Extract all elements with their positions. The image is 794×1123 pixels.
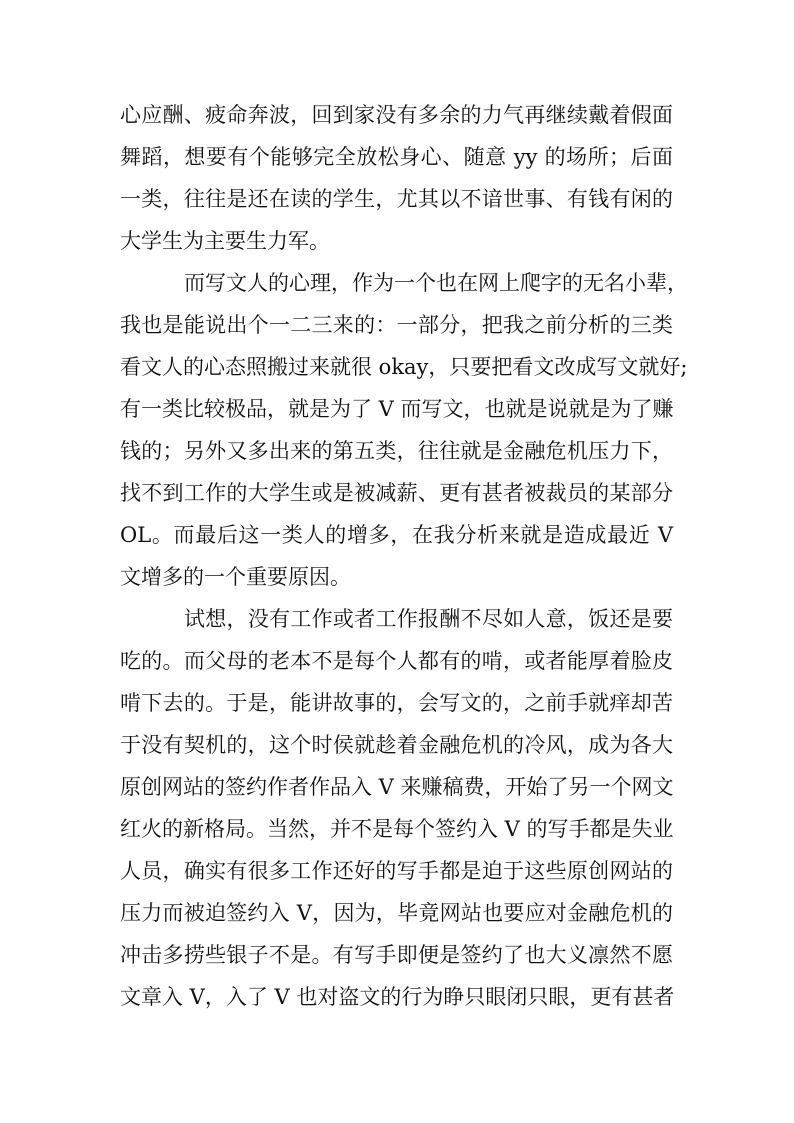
text-line: 文增多的一个重要原因。 <box>120 565 351 589</box>
text-line: 文章入 V，入了 V 也对盗文的行为睁只眼闭只眼，更有甚者 <box>120 985 675 1009</box>
text-line: 心应酬、疲命奔波，回到家没有多余的力气再继续戴着假面 <box>120 103 673 127</box>
text-line: 有一类比较极品，就是为了 V 而写文，也就是说就是为了赚 <box>120 397 674 421</box>
paragraph-first-line: 试想，没有工作或者工作报酬不尽如人意，饭还是要 <box>184 607 673 631</box>
text-line: 压力而被迫签约入 V，因为，毕竟网站也要应对金融危机的 <box>120 901 673 925</box>
text-line: 我也是能说出个一二三来的：一部分，把我之前分析的三类 <box>120 313 673 337</box>
text-line: 吃的。而父母的老本不是每个人都有的啃，或者能厚着脸皮 <box>120 649 673 673</box>
paragraph-first-line: 而写文人的心理，作为一个也在网上爬字的无名小辈， <box>184 271 688 295</box>
text-line: 啃下去的。于是，能讲故事的，会写文的，之前手就痒却苦 <box>120 691 673 715</box>
text-line: 人员，确实有很多工作还好的写手都是迫于这些原创网站的 <box>120 859 673 883</box>
text-line: 于没有契机的，这个时侯就趁着金融危机的冷风，成为各大 <box>120 733 673 757</box>
text-line: 冲击多捞些银子不是。有写手即便是签约了也大义凛然不愿 <box>120 943 673 967</box>
text-line: 找不到工作的大学生或是被减薪、更有甚者被裁员的某部分 <box>120 481 673 505</box>
text-line: 原创网站的签约作者作品入 V 来赚稿费，开始了另一个网文 <box>120 775 674 799</box>
text-line: 舞蹈，想要有个能够完全放松身心、随意 yy 的场所；后面 <box>120 145 673 169</box>
text-line: 大学生为主要生力军。 <box>120 229 330 253</box>
text-line: 钱的；另外又多出来的第五类，往往就是金融危机压力下， <box>120 439 673 463</box>
text-line: 看文人的心态照搬过来就很 okay，只要把看文改成写文就好; <box>120 355 688 379</box>
text-line: 红火的新格局。当然，并不是每个签约入 V 的写手都是失业 <box>120 817 674 841</box>
text-line: 一类，往往是还在读的学生，尤其以不谙世事、有钱有闲的 <box>120 187 673 211</box>
text-line: OL。而最后这一类人的增多，在我分析来就是造成最近 V <box>120 523 673 547</box>
